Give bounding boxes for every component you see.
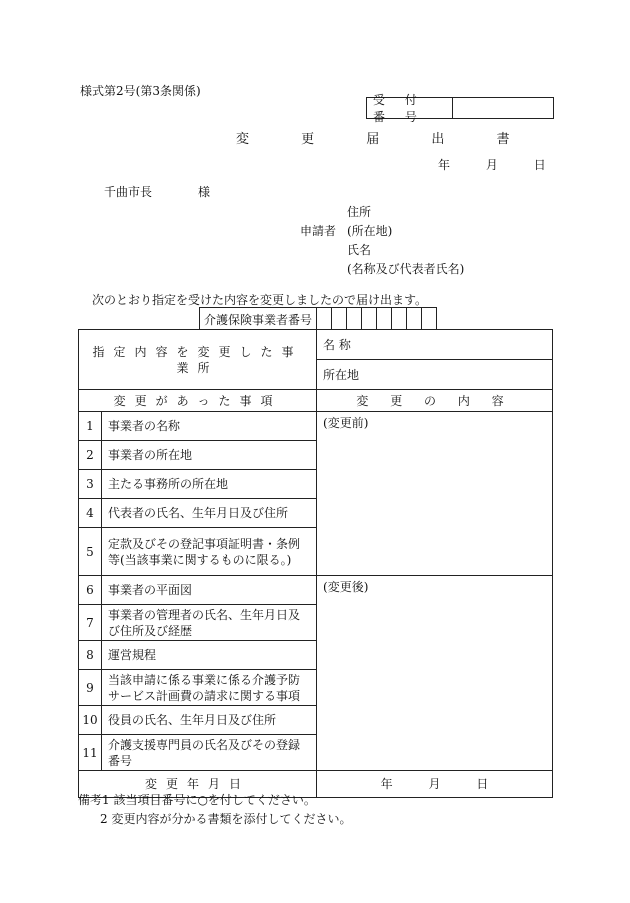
service-number-digit[interactable] bbox=[332, 308, 347, 330]
applicant-location-label: (所在地) bbox=[347, 224, 393, 238]
item-number[interactable]: 7 bbox=[79, 605, 102, 641]
change-before-field[interactable]: (変更前) bbox=[317, 412, 553, 576]
item-text: 事業者の名称 bbox=[102, 412, 317, 441]
item-number[interactable]: 8 bbox=[79, 641, 102, 670]
applicant-address-label: 住所 bbox=[347, 205, 372, 219]
item-text: 事業者の平面図 bbox=[102, 576, 317, 605]
service-number-digit[interactable] bbox=[422, 308, 436, 330]
service-number-digit[interactable] bbox=[347, 308, 362, 330]
item-text: 主たる事務所の所在地 bbox=[102, 470, 317, 499]
change-date-field[interactable] bbox=[317, 771, 553, 798]
item-text: 当該申請に係る事業に係る介護予防サービス計画費の請求に関する事項 bbox=[102, 670, 317, 706]
service-number-digit[interactable] bbox=[362, 308, 377, 330]
addressee-mayor: 千曲市長 bbox=[104, 185, 153, 199]
item-text: 定款及びその登記事項証明書・条例等(当該事業に関するものに限る。) bbox=[102, 528, 317, 576]
service-number-digit[interactable] bbox=[407, 308, 422, 330]
change-date-label: 変更年月日 bbox=[79, 771, 317, 798]
item-number[interactable]: 10 bbox=[79, 706, 102, 735]
applicant-label: 申請者 bbox=[300, 224, 337, 238]
addressee-honorific: 様 bbox=[198, 185, 211, 199]
addressee bbox=[104, 183, 210, 200]
item-text: 役員の氏名、生年月日及び住所 bbox=[102, 706, 317, 735]
item-text: 介護支援専門員の氏名及びその登録番号 bbox=[102, 735, 317, 771]
change-content-header: 変 更 の 内 容 bbox=[317, 390, 553, 412]
service-number-digit[interactable] bbox=[377, 308, 392, 330]
service-number-box bbox=[199, 307, 437, 330]
change-date-year: 年 bbox=[380, 777, 393, 791]
form-number-label: 様式第2号(第3条関係) bbox=[80, 84, 201, 98]
item-number[interactable]: 2 bbox=[79, 441, 102, 470]
applicant-name-label: 氏名 bbox=[347, 243, 372, 257]
item-number[interactable]: 6 bbox=[79, 576, 102, 605]
submission-date[interactable] bbox=[438, 156, 546, 173]
document-title: 変 更 届 出 書 bbox=[236, 132, 534, 147]
item-text: 事業者の所在地 bbox=[102, 441, 317, 470]
change-after-field[interactable]: (変更後) bbox=[317, 576, 553, 771]
designated-office-label: 指定内容を変更した事業所 bbox=[79, 330, 317, 390]
office-name-field[interactable]: 名 称 bbox=[317, 330, 553, 360]
item-number[interactable]: 3 bbox=[79, 470, 102, 499]
changed-items-header: 変更があった事項 bbox=[79, 390, 317, 412]
service-number-digit[interactable] bbox=[392, 308, 407, 330]
item-number[interactable]: 1 bbox=[79, 412, 102, 441]
item-number[interactable]: 5 bbox=[79, 528, 102, 576]
item-number[interactable]: 9 bbox=[79, 670, 102, 706]
change-date-day: 日 bbox=[476, 777, 489, 791]
intro-text: 次のとおり指定を受けた内容を変更しましたので届け出ます。 bbox=[92, 293, 428, 307]
item-number[interactable]: 4 bbox=[79, 499, 102, 528]
service-number-digit[interactable] bbox=[317, 308, 332, 330]
remark-line-1: 備考1 該当項目番号に○を付してください。 bbox=[78, 793, 316, 807]
receipt-number-field[interactable] bbox=[453, 98, 553, 118]
remark-line-2: 2 変更内容が分かる書類を添付してください。 bbox=[100, 812, 352, 826]
item-text: 事業者の管理者の氏名、生年月日及び住所及び経歴 bbox=[102, 605, 317, 641]
applicant-representative-label: (名称及び代表者氏名) bbox=[347, 262, 465, 276]
date-month: 月 bbox=[485, 158, 498, 172]
receipt-number-box bbox=[366, 93, 554, 124]
receipt-number-label: 受 付 番 号 bbox=[367, 98, 453, 118]
date-day: 日 bbox=[533, 158, 546, 172]
item-number[interactable]: 11 bbox=[79, 735, 102, 771]
item-text: 運営規程 bbox=[102, 641, 317, 670]
change-notification-table bbox=[78, 329, 553, 798]
office-location-field[interactable]: 所在地 bbox=[317, 360, 553, 390]
date-year: 年 bbox=[438, 158, 451, 172]
service-number-label: 介護保険事業者番号 bbox=[200, 308, 317, 330]
item-text: 代表者の氏名、生年月日及び住所 bbox=[102, 499, 317, 528]
change-date-month: 月 bbox=[428, 777, 441, 791]
